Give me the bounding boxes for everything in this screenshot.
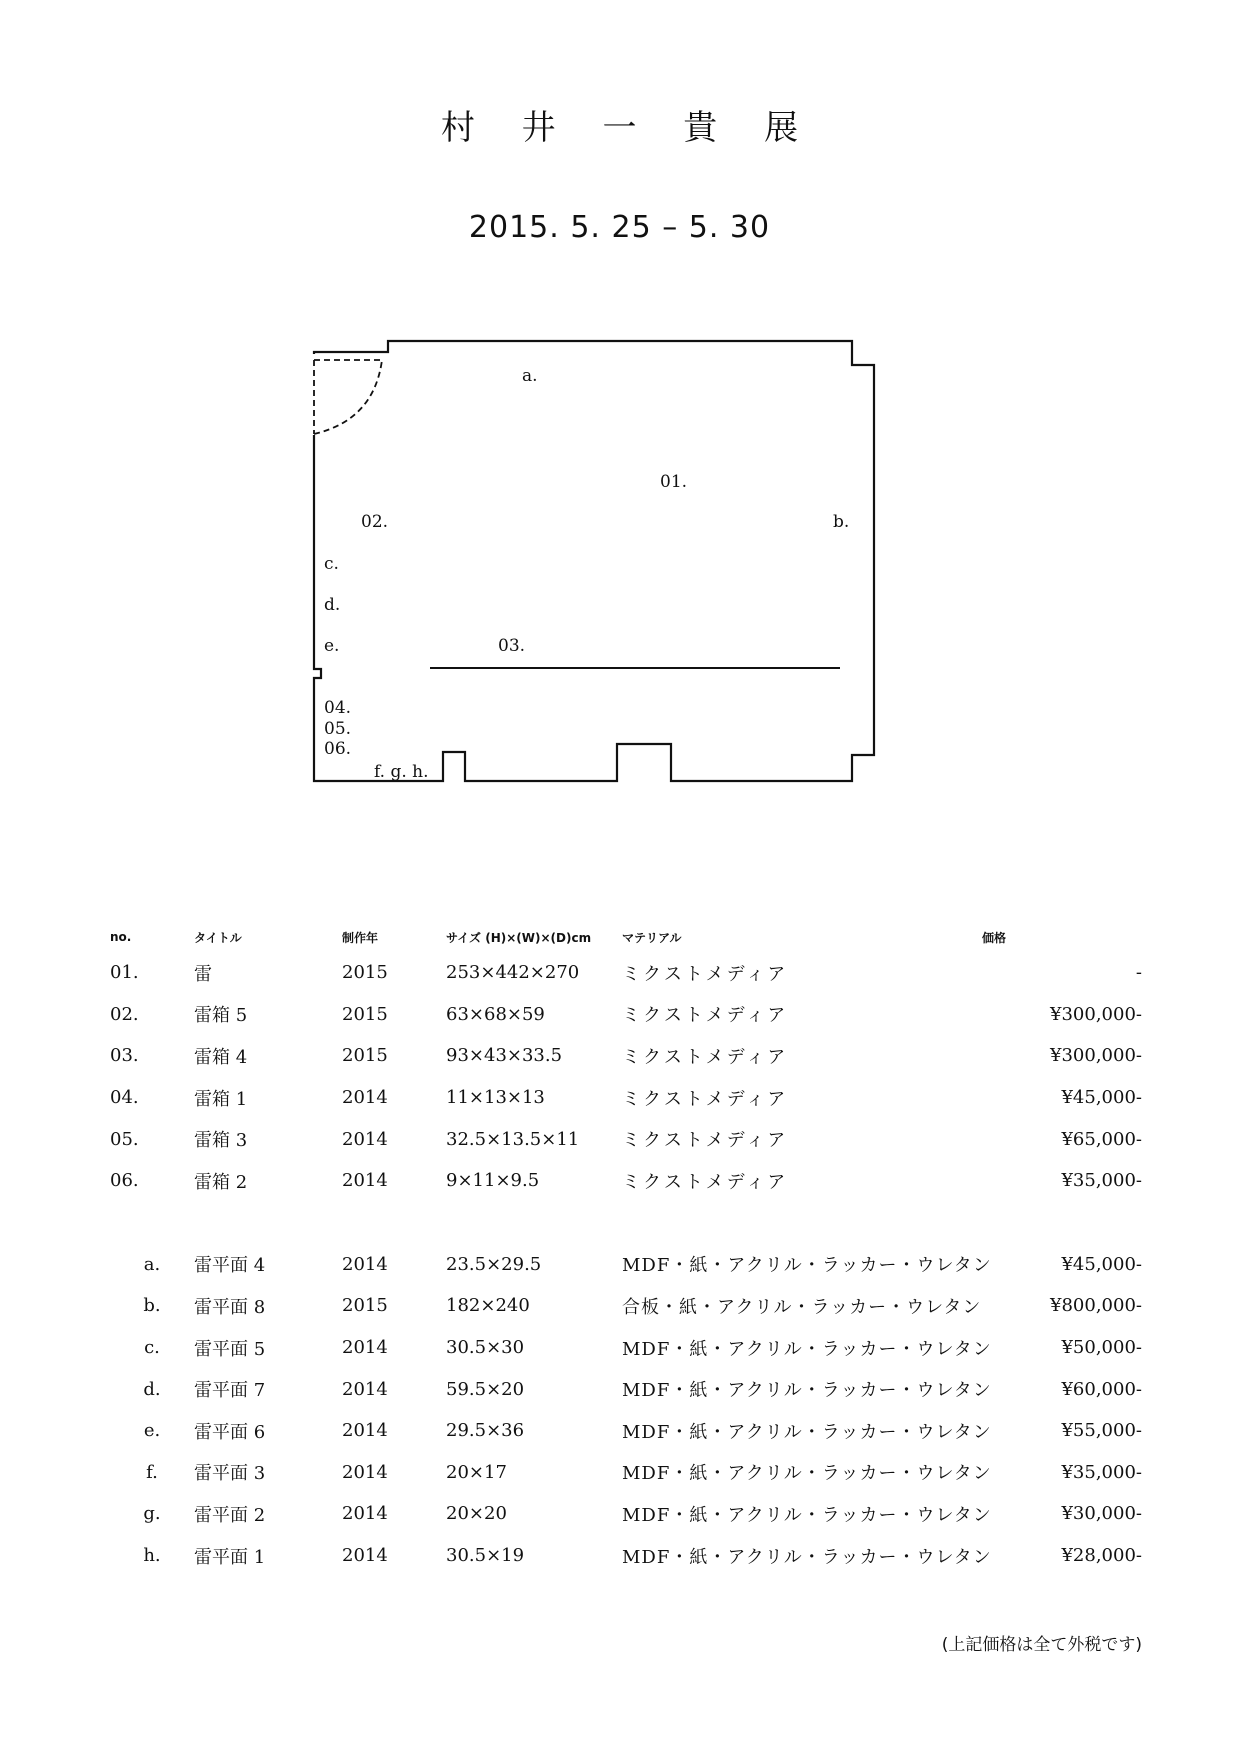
- table-row: [110, 1160, 1142, 1202]
- door-swing: [314, 360, 382, 434]
- cell-size: 23.5×29.5: [446, 1253, 542, 1275]
- table-row: [110, 1118, 1142, 1160]
- cell-title: 雷箱 2: [194, 1171, 248, 1193]
- cell-title: 雷平面 5: [194, 1338, 266, 1360]
- cell-title: 雷箱 5: [194, 1005, 248, 1027]
- cell-year: 2014: [342, 1170, 388, 1192]
- cell-size: 59.5×20: [446, 1378, 525, 1400]
- cell-material: ミクストメディア: [622, 963, 789, 985]
- cell-title: 雷平面 1: [194, 1546, 266, 1568]
- cell-price: -: [1135, 962, 1142, 984]
- exhibition-title: 村 井 一 貴 展: [440, 108, 817, 148]
- plan-label-04: 04.: [324, 698, 352, 718]
- cell-title: 雷: [194, 963, 212, 985]
- cell-no: e.: [143, 1420, 161, 1442]
- cell-material: MDF・紙・アクリル・ラッカー・ウレタン: [622, 1255, 992, 1277]
- cell-price: ¥45,000-: [1061, 1253, 1142, 1275]
- cell-material: ミクストメディア: [622, 1046, 789, 1068]
- cell-year: 2015: [342, 1003, 388, 1025]
- table-spacer-cell: [110, 1202, 1142, 1244]
- cell-year: 2015: [342, 1295, 388, 1317]
- cell-year: 2014: [342, 1128, 388, 1150]
- header-material: マテリアル: [622, 930, 682, 945]
- table-row: [110, 1368, 1142, 1410]
- cell-material: ミクストメディア: [622, 1005, 789, 1027]
- plan-label-c: c.: [324, 554, 339, 574]
- table-row: [110, 1410, 1142, 1452]
- cell-title: 雷平面 2: [194, 1504, 266, 1526]
- cell-year: 2014: [342, 1503, 388, 1525]
- cell-title: 雷平面 8: [194, 1296, 266, 1318]
- cell-no: a.: [143, 1253, 161, 1275]
- cell-no: 03.: [110, 1045, 139, 1067]
- cell-year: 2014: [342, 1461, 388, 1483]
- cell-size: 30.5×19: [446, 1545, 525, 1567]
- table-row: [110, 1077, 1142, 1119]
- cell-size: 93×43×33.5: [446, 1045, 563, 1067]
- cell-no: d.: [143, 1378, 161, 1400]
- cell-material: ミクストメディア: [622, 1088, 789, 1110]
- cell-no: b.: [143, 1295, 161, 1317]
- cell-price: ¥45,000-: [1061, 1087, 1142, 1109]
- table-row: [110, 1035, 1142, 1077]
- cell-price: ¥300,000-: [1050, 1045, 1142, 1067]
- cell-title: 雷平面 7: [194, 1380, 266, 1402]
- cell-material: MDF・紙・アクリル・ラッカー・ウレタン: [622, 1380, 992, 1402]
- cell-no: 05.: [110, 1128, 139, 1150]
- cell-price: ¥60,000-: [1061, 1378, 1142, 1400]
- table-spacer-row: [110, 1202, 1142, 1244]
- floor-plan-walls: [314, 341, 874, 781]
- cell-year: 2014: [342, 1545, 388, 1567]
- cell-price: ¥55,000-: [1061, 1420, 1142, 1442]
- cell-year: 2014: [342, 1087, 388, 1109]
- cell-year: 2014: [342, 1253, 388, 1275]
- header-size: サイズ (H)×(W)×(D)cm: [446, 930, 592, 945]
- header-price: 価格: [982, 930, 1007, 945]
- cell-price: ¥800,000-: [1050, 1295, 1142, 1317]
- cell-size: 63×68×59: [446, 1003, 545, 1025]
- cell-price: ¥300,000-: [1050, 1003, 1142, 1025]
- plan-label-02: 02.: [361, 512, 389, 532]
- table-row: [110, 1452, 1142, 1494]
- table-row: [110, 1535, 1142, 1577]
- cell-year: 2014: [342, 1378, 388, 1400]
- table-row: [110, 952, 1142, 994]
- plan-label-03: 03.: [498, 636, 526, 656]
- table-row: [110, 994, 1142, 1036]
- cell-title: 雷箱 1: [194, 1088, 248, 1110]
- cell-price: ¥50,000-: [1061, 1337, 1142, 1359]
- table-row: [110, 1285, 1142, 1327]
- cell-size: 9×11×9.5: [446, 1170, 540, 1192]
- cell-material: ミクストメディア: [622, 1130, 789, 1152]
- header-title: タイトル: [194, 930, 242, 945]
- cell-year: 2015: [342, 962, 388, 984]
- plan-label-a: a.: [522, 366, 538, 386]
- table-row: [110, 1327, 1142, 1369]
- plan-label-e: e.: [324, 636, 340, 656]
- cell-size: 253×442×270: [446, 962, 580, 984]
- table-row: [110, 1244, 1142, 1286]
- cell-material: ミクストメディア: [622, 1171, 789, 1193]
- cell-no: 06.: [110, 1170, 139, 1192]
- header-year: 制作年: [342, 930, 379, 945]
- cell-title: 雷箱 3: [194, 1130, 248, 1152]
- works-table: [110, 922, 1142, 1576]
- table-row: [110, 1493, 1142, 1535]
- cell-price: ¥65,000-: [1061, 1128, 1142, 1150]
- cell-year: 2014: [342, 1337, 388, 1359]
- cell-material: 合板・紙・アクリル・ラッカー・ウレタン: [622, 1296, 982, 1318]
- plan-label-b: b.: [833, 512, 850, 532]
- cell-material: MDF・紙・アクリル・ラッカー・ウレタン: [622, 1504, 992, 1526]
- cell-material: MDF・紙・アクリル・ラッカー・ウレタン: [622, 1421, 992, 1443]
- cell-size: 20×17: [446, 1461, 507, 1483]
- plan-label-06: 06.: [324, 739, 352, 759]
- tax-note: (上記価格は全て外税です): [941, 1635, 1142, 1655]
- cell-material: MDF・紙・アクリル・ラッカー・ウレタン: [622, 1338, 992, 1360]
- cell-price: ¥35,000-: [1061, 1170, 1142, 1192]
- plan-label-05: 05.: [324, 719, 352, 739]
- exhibition-dates: 2015. 5. 25 – 5. 30: [468, 210, 771, 245]
- cell-price: ¥28,000-: [1061, 1545, 1142, 1567]
- cell-title: 雷箱 4: [194, 1046, 248, 1068]
- cell-price: ¥35,000-: [1061, 1461, 1142, 1483]
- cell-material: MDF・紙・アクリル・ラッカー・ウレタン: [622, 1546, 992, 1568]
- cell-no: h.: [143, 1545, 161, 1567]
- cell-title: 雷平面 6: [194, 1421, 266, 1443]
- works-body: [110, 952, 1142, 1576]
- cell-no: 01.: [110, 962, 139, 984]
- cell-title: 雷平面 3: [194, 1463, 266, 1485]
- cell-no: 02.: [110, 1003, 139, 1025]
- cell-year: 2015: [342, 1045, 388, 1067]
- cell-year: 2014: [342, 1420, 388, 1442]
- plan-label-d: d.: [324, 595, 341, 615]
- cell-material: MDF・紙・アクリル・ラッカー・ウレタン: [622, 1463, 992, 1485]
- plan-label-fgh: f. g. h.: [374, 762, 429, 782]
- cell-no: f.: [146, 1461, 158, 1483]
- plan-label-01: 01.: [660, 472, 688, 492]
- cell-size: 30.5×30: [446, 1337, 525, 1359]
- cell-size: 20×20: [446, 1503, 507, 1525]
- header-no: no.: [110, 930, 132, 944]
- cell-size: 29.5×36: [446, 1420, 525, 1442]
- cell-no: 04.: [110, 1087, 139, 1109]
- cell-size: 11×13×13: [446, 1087, 545, 1109]
- cell-size: 32.5×13.5×11: [446, 1128, 580, 1150]
- cell-no: g.: [143, 1503, 161, 1525]
- cell-no: c.: [144, 1337, 160, 1359]
- cell-price: ¥30,000-: [1061, 1503, 1142, 1525]
- table-header-row: [110, 922, 1142, 952]
- cell-title: 雷平面 4: [194, 1255, 266, 1277]
- cell-size: 182×240: [446, 1295, 530, 1317]
- floor-plan: [0, 0, 1239, 800]
